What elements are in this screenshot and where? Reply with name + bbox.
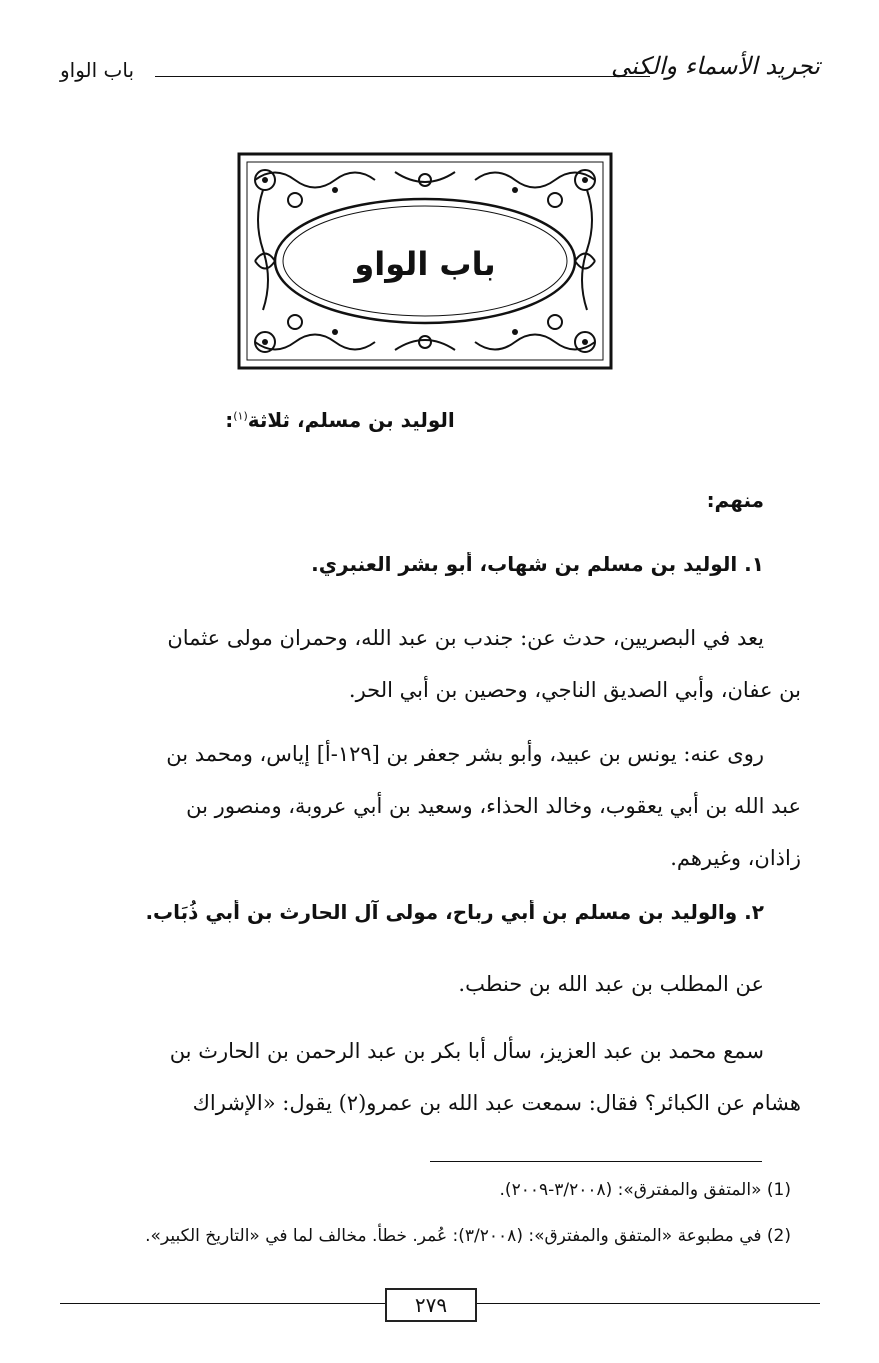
header-rule [155,76,650,77]
intro-label: منهم: [706,488,764,512]
running-header [60,52,820,92]
text-line: عبد الله بن أبي يعقوب، وخالد الحذاء، وسعيد بن أبي عروبة، ومنصور بن [186,794,801,818]
footnote-ref: (١) [233,409,248,423]
text-line: روى عنه: يونس بن عبيد، وأبو بشر جعفر بن [١٢٩-أ] إياس، ومحمد بن [166,742,764,766]
footnote-rule [430,1161,762,1162]
footnote-1: (1) «المتفق والمفترق»: (٣/٢٠٠٨-٢٠٠٩). [499,1180,791,1200]
footnote-2: (2) في مطبوعة «المتفق والمفترق»: (٣/٢٠٠٨): عُمر. خطأ. مخالف لما في «التاريخ الكبير». [145,1226,791,1246]
chapter-heading: باب الواو [354,245,496,283]
page-number: ٢٧٩ [385,1288,477,1322]
text-line: بن عفان، وأبي الصديق الناجي، وحصين بن أبي الحر. [348,678,801,702]
ornamental-frame [235,150,615,372]
entry-heading: ٢. والوليد بن مسلم بن أبي رباح، مولى آل الحارث بن أبي ذُبَاب. [145,900,764,924]
section-title: الوليد بن مسلم، ثلاثة$^{(١)}$: [225,408,455,432]
book-title: تجريد الأسماء والكنى [611,52,820,80]
text-line: هشام عن الكبائر؟ فقال: سمعت عبد الله بن عمرو(٢) يقول: «الإشراك [192,1091,801,1115]
chapter-title: باب الواو [60,58,135,82]
text-line: يعد في البصريين، حدث عن: جندب بن عبد الله، وحمران مولى عثمان [167,626,764,650]
entry-heading: ١. الوليد بن مسلم بن شهاب، أبو بشر العنبري. [311,552,764,576]
text-line: زاذان، وغيرهم. [670,846,801,870]
text-line: عن المطلب بن عبد الله بن حنطب. [458,972,764,996]
text-line: سمع محمد بن عبد العزيز، سأل أبا بكر بن عبد الرحمن بن الحارث بن [169,1039,764,1063]
